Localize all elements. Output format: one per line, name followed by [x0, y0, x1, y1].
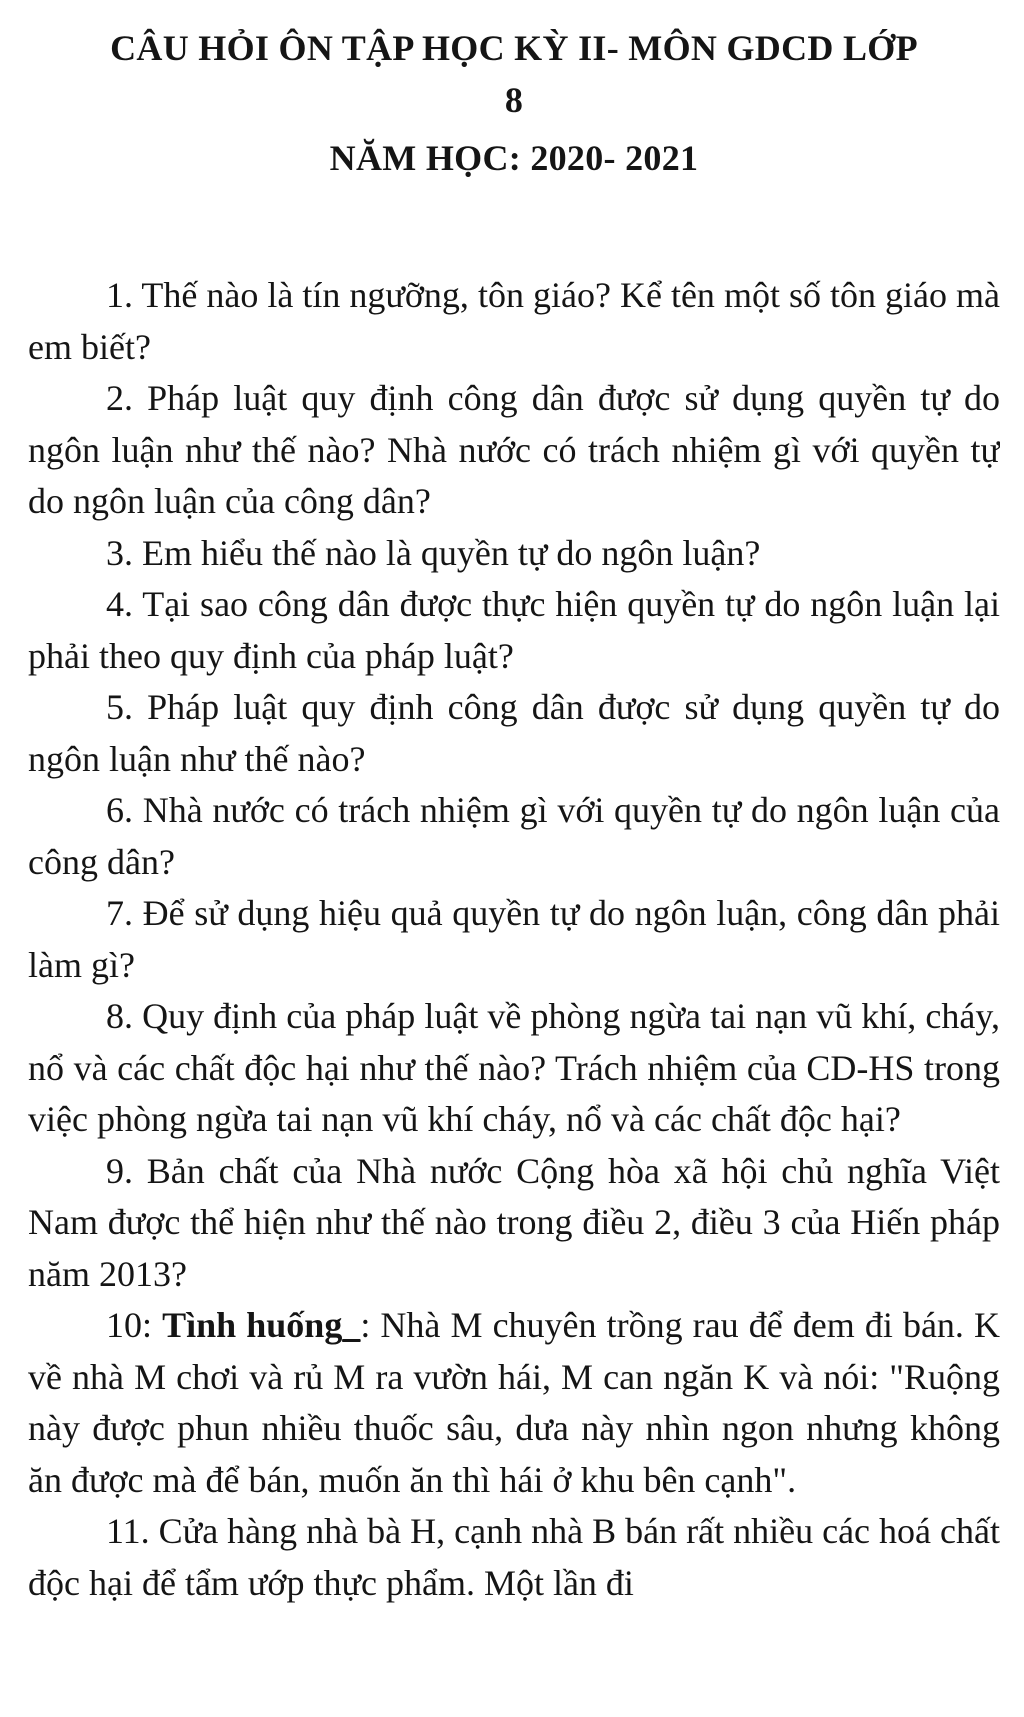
question-3: 3. Em hiểu thế nào là quyền tự do ngôn luận? [106, 532, 761, 573]
title-school-year: NĂM HỌC: 2020- 2021 [329, 138, 699, 178]
question-4: 4. Tại sao công dân được thực hiện quyền tự do ngôn luận lại phải theo quy định của pháp luật? [28, 584, 1000, 676]
title-line-1: CÂU HỎI ÔN TẬP HỌC KỲ II- MÔN GDCD LỚP [110, 28, 918, 68]
situation-underscore: _ [342, 1305, 361, 1345]
question-10-number: 10: [106, 1305, 153, 1345]
question-6: 6. Nhà nước có trách nhiệm gì với quyền tự do ngôn luận của công dân? [28, 790, 1000, 882]
question-5: 5. Pháp luật quy định công dân được sử dụng quyền tự do ngôn luận như thế nào? [28, 687, 1000, 779]
question-11: 11. Cửa hàng nhà bà H, cạnh nhà B bán rất nhiều các hoá chất độc hại để tẩm ướp thực phẩm. Một lần đi [28, 1511, 1000, 1603]
question-8: 8. Quy định của pháp luật về phòng ngừa tai nạn vũ khí, cháy, nổ và các chất độc hại như thế nào? Trách nhiệm của CD-HS trong việc phòng ngừa tai nạn vũ khí cháy, nổ và các chất độc hại? [28, 996, 1000, 1139]
question-9: 9. Bản chất của Nhà nước Cộng hòa xã hội chủ nghĩa Việt Nam được thể hiện như thế nào trong điều 2, điều 3 của Hiến pháp năm 2013? [28, 1150, 1000, 1294]
question-2: 2. Pháp luật quy định công dân được sử dụng quyền tự do ngôn luận như thế nào? Nhà nước có trách nhiệm gì với quyền tự do ngôn luận của công dân? [28, 378, 1000, 521]
question-7: 7. Để sử dụng hiệu quả quyền tự do ngôn luận, công dân phải làm gì? [28, 893, 1000, 985]
question-1: 1. Thế nào là tín ngưỡng, tôn giáo? Kể tên một số tôn giáo mà em biết? [28, 275, 1000, 367]
question-10 [28, 1300, 1000, 1506]
situation-label: Tình huống [162, 1305, 343, 1345]
question-10-text: : Nhà M chuyên trồng rau để đem đi bán. K về nhà M chơi và rủ M ra vườn hái, M can ngăn K và nói: "Ruộng này được phun nhiều thuốc sâu, dưa này nhìn ngon nhưng không ăn được mà để bán, muốn ăn thì hái ở khu bên cạnh". [28, 1305, 1000, 1500]
document-title [28, 0, 1000, 184]
question-list [28, 270, 1000, 1609]
title-line-2: 8 [504, 80, 524, 120]
document-page [28, 0, 1000, 1717]
